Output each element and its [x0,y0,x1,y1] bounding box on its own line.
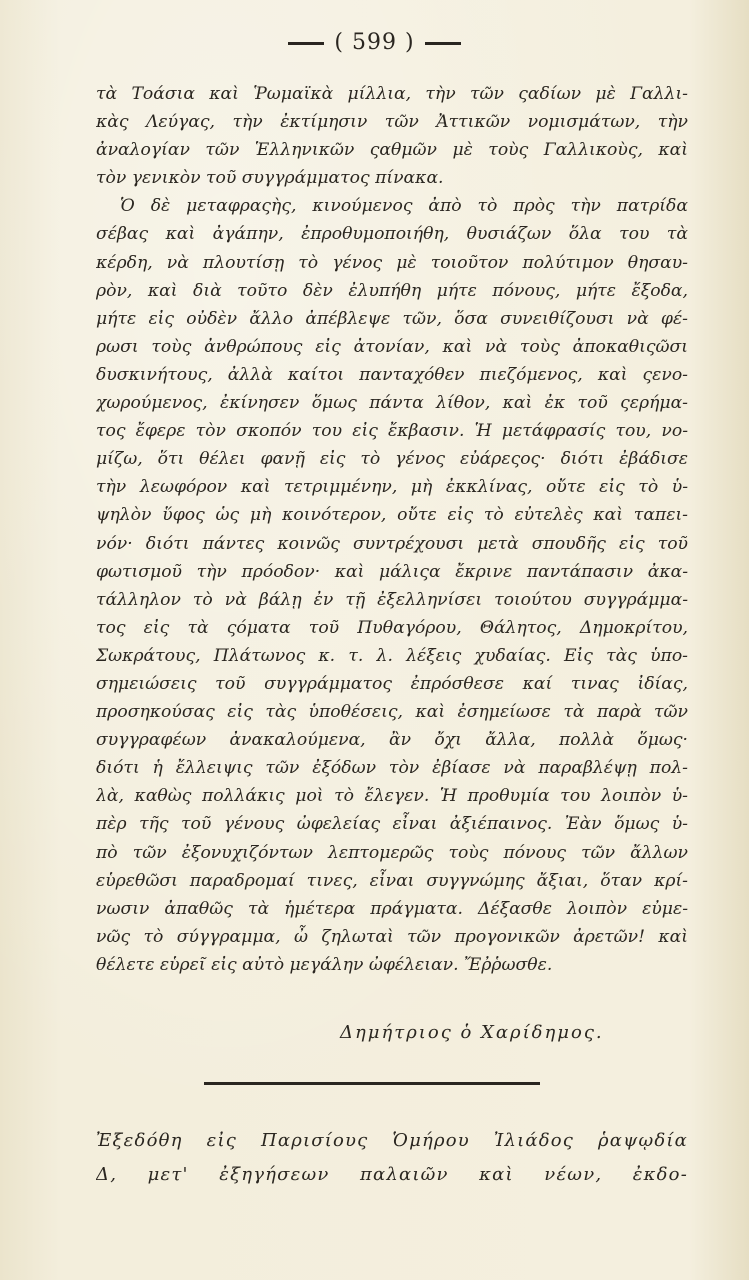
body-line: διότι ἡ ἔλλειψις τῶν ἐξόδων τὸν ἐβίασε νὰ παραβλέψῃ πολ- [96,758,688,779]
body-line: θέλετε εὑρεῖ εἰς αὐτὸ μεγάλην ὠφέλειαν. Ἔῤῥωσθε. [96,954,553,975]
body-line: τος ἔφερε τὸν σκοπόν του εἰς ἔκβασιν. Ἡ μετάφρασίς του, νο- [96,421,688,442]
body-line: τὰ Τοάσια καὶ Ῥωμαϊκὰ μίλλια, τὴν τῶν ςαδίων μὲ Γαλλι- [96,84,688,104]
body-line: συγγραφέων ἀνακαλούμενα, ἂν ὄχι ἄλλα, πολλὰ ὅμως· [96,730,688,751]
body-line: μήτε εἰς οὐδὲν ἄλλο ἀπέβλεψε τῶν, ὅσα συνειθίζουσι νὰ φέ- [96,308,688,329]
body-line: κὰς Λεύγας, τὴν ἐκτίμησιν τῶν Ἀττικῶν νομισμάτων, τὴν [96,112,688,133]
body-line: πὲρ τῆς τοῦ γένους ὠφελείας εἶναι ἀξιέπαινος. Ἐὰν ὅμως ὑ- [96,814,688,835]
body-line: τὴν λεωφόρον καὶ τετριμμένην, μὴ ἐκκλίνας, οὔτε εἰς τὸ ὑ- [96,477,688,498]
footer-line: Ἐξεδόθη εἰς Παρισίους Ὁμήρου Ἰλιάδος ῥαψῳδία [96,1130,688,1151]
body-line: σέβας καὶ ἀγάπην, ἐπροθυμοποιήθη, θυσιάζων ὅλα του τὰ [96,224,688,245]
body-line: τος εἰς τὰ ςόματα τοῦ Πυθαγόρου, Θάλητος, Δημοκρίτου, [96,617,688,638]
body-line: προσηκούσας εἰς τὰς ὑποθέσεις, καὶ ἐσημείωσε τὰ παρὰ τῶν [96,702,688,723]
body-line: φωτισμοῦ τὴν πρόοδον· καὶ μάλιςα ἔκρινε παντάπασιν ἀκα- [96,561,688,582]
body-text [96,80,688,979]
body-line: λὰ, καθὼς πολλάκις μοὶ τὸ ἔλεγεν. Ἡ προθυμία του λοιπὸν ὑ- [96,786,688,807]
signature: Δημήτριος ὁ Χαρίδημος. [340,1022,604,1043]
body-line: ἀναλογίαν τῶν Ἑλληνικῶν ςαθμῶν μὲ τοὺς Γαλλικοὺς, καὶ [96,140,688,161]
footer-line: Δ, μετ' ἐξηγήσεων παλαιῶν καὶ νέων, ἐκδο- [96,1164,688,1185]
body-line: Σωκράτους, Πλάτωνος κ. τ. λ. λέξεις χυδαίας. Εἰς τὰς ὑπο- [96,645,688,666]
body-line: τάλληλον τὸ νὰ βάλῃ ἐν τῇ ἐξελληνίσει τοιούτου συγγράμμα- [96,589,688,610]
body-line: νωσιν ἀπαθῶς τὰ ἡμέτερα πράγματα. Δέξασθε λοιπὸν εὐμε- [96,898,688,919]
body-line: ρὸν, καὶ διὰ τοῦτο δὲν ἐλυπήθη μήτε πόνους, μήτε ἔξοδα, [96,280,688,301]
section-divider [204,1082,540,1085]
page-header [0,30,749,55]
page-number: ( 599 ) [334,30,415,55]
header-rule-left [288,42,324,45]
body-line: κέρδη, νὰ πλουτίσῃ τὸ γένος μὲ τοιοῦτον πολύτιμον θησαυ- [96,252,688,273]
body-line: Ὁ δὲ μεταφραςὴς, κινούμενος ἀπὸ τὸ πρὸς τὴν πατρίδα [120,196,688,217]
body-line: πὸ τῶν ἐξονυχιζόντων λεπτομερῶς τοὺς πόνους τῶν ἄλλων [96,842,688,863]
body-line: χωρούμενος, ἐκίνησεν ὅμως πάντα λίθον, καὶ ἐκ τοῦ ςερήμα- [96,393,688,414]
footer-notice [96,1124,688,1192]
body-line: ψηλὸν ὕφος ὡς μὴ κοινότερον, οὔτε εἰς τὸ εὐτελὲς καὶ ταπει- [96,505,688,526]
body-line: μίζω, ὅτι θέλει φανῇ εἰς τὸ γένος εὐάρεςος· διότι ἐβάδισε [96,449,688,470]
body-line: ρωσι τοὺς ἀνθρώπους εἰς ἀτονίαν, καὶ νὰ τοὺς ἀποκαθιςῶσι [96,336,688,357]
body-line: σημειώσεις τοῦ συγγράμματος ἐπρόσθεσε καί τινας ἰδίας, [96,673,688,694]
body-line: τὸν γενικὸν τοῦ συγγράμματος πίνακα. [96,168,444,189]
header-rule-right [425,42,461,45]
body-line: εὑρεθῶσι παραδρομαί τινες, εἶναι συγγνώμης ἄξιαι, ὅταν κρί- [96,870,688,891]
body-line: νῶς τὸ σύγγραμμα, ὦ ζηλωταὶ τῶν προγονικῶν ἀρετῶν! καὶ [96,926,688,947]
body-line: δυσκινήτους, ἀλλὰ καίτοι πανταχόθεν πιεζόμενος, καὶ ςενο- [96,364,688,385]
body-line: νόν· διότι πάντες κοινῶς συντρέχουσι μετὰ σπουδῆς εἰς τοῦ [96,533,688,554]
